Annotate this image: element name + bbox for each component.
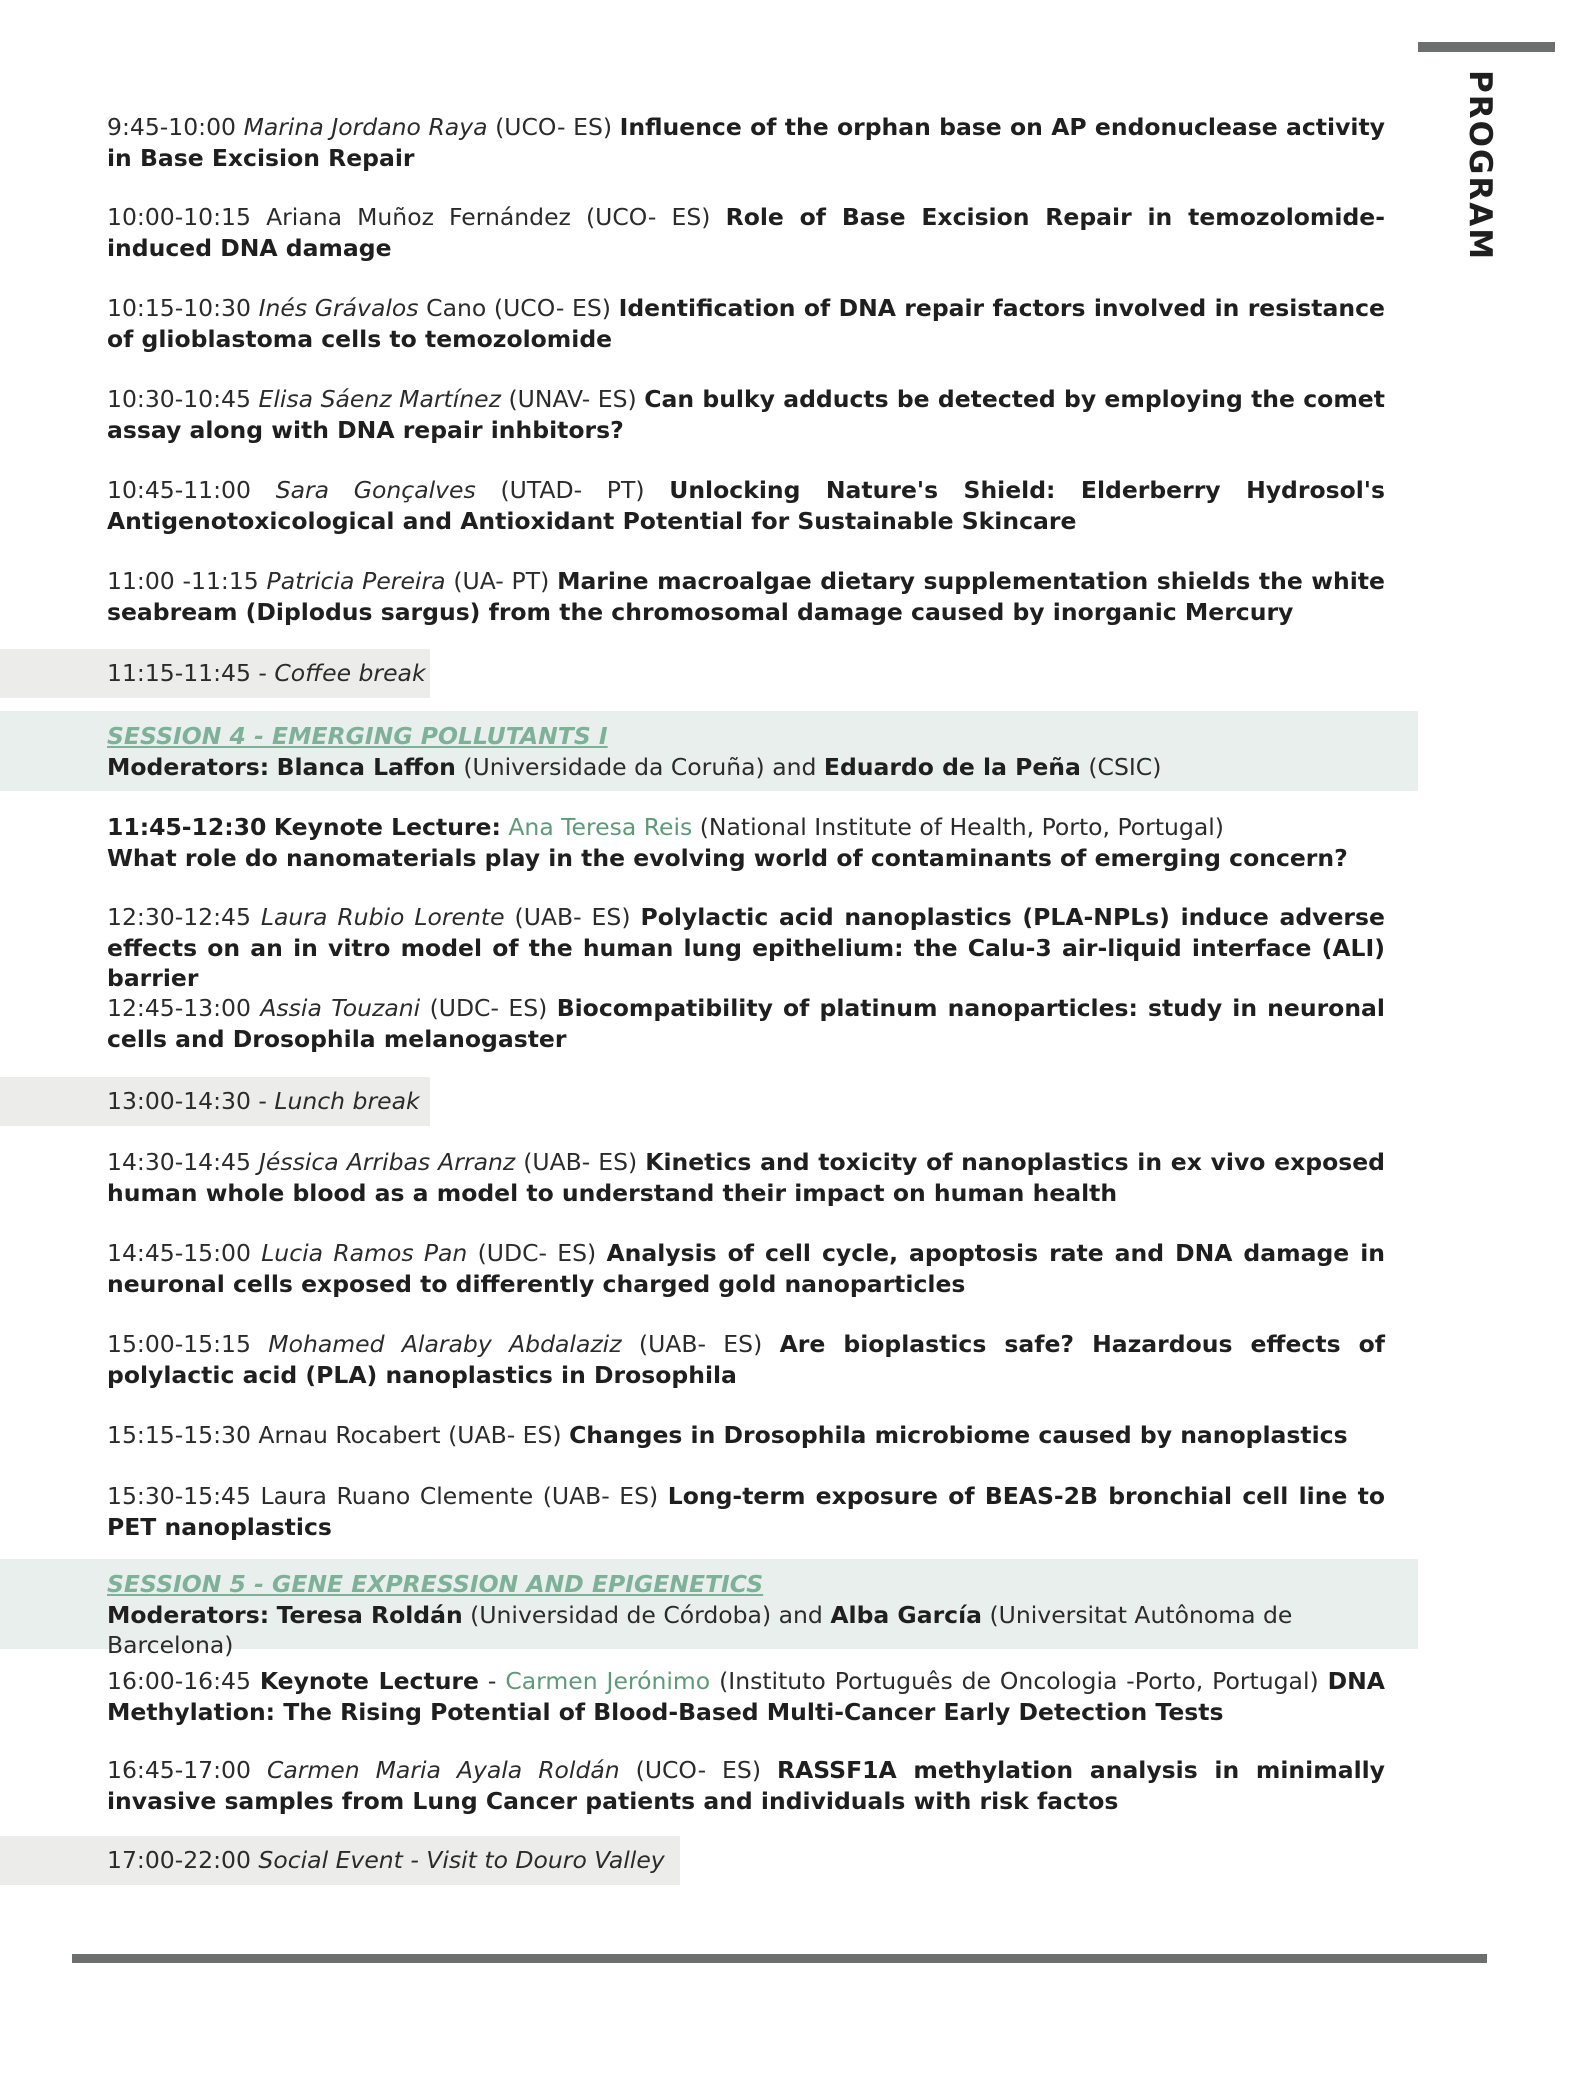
- session-moderators: [107, 1600, 1418, 1661]
- keynote-title: DNA Methylation: The Rising Potential of Blood-Based Multi-Cancer Early Detection Tests: [107, 1667, 1385, 1726]
- entry-speaker-surname: Cano: [426, 294, 487, 322]
- break-label: Coffee break: [274, 659, 426, 687]
- keynote-speaker: Carmen Jerónimo: [505, 1667, 711, 1695]
- keynote-label: Keynote Lecture: [259, 1667, 479, 1695]
- top-decorative-rule: [1418, 42, 1555, 52]
- keynote-time: 11:45-12:30: [107, 813, 267, 841]
- keynote-title: What role do nanomaterials play in the evolving world of contaminants of emerging concern?: [107, 843, 1348, 872]
- entry-time: 14:45-15:00: [107, 1239, 251, 1267]
- session-5-header: [0, 1559, 1418, 1659]
- entry-affiliation: (UCO- ES): [493, 294, 611, 322]
- entry-speaker: Lucia Ramos Pan: [261, 1239, 468, 1267]
- entry-affiliation: (UAB- ES): [448, 1421, 562, 1449]
- keynote-affiliation: (National Institute of Health, Porto, Portugal): [699, 813, 1224, 841]
- moderator-affiliation: (CSIC): [1088, 752, 1162, 781]
- entry-title: Are bioplastics safe? Hazardous effects of polylactic acid (PLA) nanoplastics in Drosophila: [107, 1330, 1385, 1389]
- entry-title: Marine macroalgae dietary supplementation shields the white seabream (Diplodus sargus) from the chromosomal damage caused by inorganic Mercury: [107, 567, 1385, 626]
- moderator-affiliation: (Universitat Autônoma de Barcelona): [107, 1600, 1293, 1659]
- break-time: 17:00-22:00: [107, 1846, 251, 1874]
- moderator-name: Teresa Roldán: [276, 1600, 463, 1629]
- moderator-affiliation: (Universidade da Coruña): [463, 752, 765, 781]
- keynote-affiliation: (Instituto Português de Oncologia -Porto, Portugal): [719, 1667, 1319, 1695]
- entry-speaker: Jéssica Arribas Arranz: [258, 1148, 516, 1176]
- keynote-entry: [107, 1666, 1385, 1727]
- entry-title: Unlocking Nature's Shield: Elderberry Hydrosol's Antigenotoxicological and Antioxidant Potential for Sustainable Skincare: [107, 476, 1385, 535]
- entry-affiliation: (UA- PT): [453, 567, 550, 595]
- entry-affiliation: (UCO- ES): [586, 203, 711, 231]
- moderator-name: Eduardo de la Peña: [823, 752, 1081, 781]
- entry-affiliation: (UAB- ES): [523, 1148, 638, 1176]
- program-entry: [107, 475, 1385, 536]
- entry-speaker: Sara Gonçalves: [275, 476, 476, 504]
- moderator-name: Alba García: [830, 1600, 983, 1629]
- keynote-speaker: Ana Teresa Reis: [508, 813, 693, 841]
- break-time: 13:00-14:30 -: [107, 1087, 267, 1115]
- program-entry: [107, 384, 1385, 445]
- entry-speaker: Assia Touzani: [260, 994, 421, 1022]
- keynote-entry: [107, 812, 1385, 873]
- entry-speaker: Marina Jordano Raya: [243, 113, 488, 141]
- entry-speaker: Laura Ruano Clemente: [260, 1482, 534, 1510]
- moderators-label: Moderators:: [107, 752, 270, 781]
- entry-speaker: Mohamed Alaraby Abdalaziz: [268, 1330, 622, 1358]
- keynote-time: 16:00-16:45: [107, 1667, 251, 1695]
- entry-affiliation: (UTAD- PT): [500, 476, 645, 504]
- entry-title: RASSF1A methylation analysis in minimally invasive samples from Lung Cancer patients and individuals with risk factos: [107, 1756, 1385, 1815]
- program-entry: [107, 202, 1385, 263]
- entry-affiliation: (UNAV- ES): [508, 385, 637, 413]
- program-entry: [107, 1755, 1385, 1816]
- moderator-affiliation: (Universidad de Córdoba): [470, 1600, 772, 1629]
- entry-time: 16:45-17:00: [107, 1756, 251, 1784]
- program-entry: [107, 1420, 1385, 1451]
- program-entry: [107, 1481, 1385, 1542]
- entry-title: Influence of the orphan base on AP endonuclease activity in Base Excision Repair: [107, 113, 1386, 172]
- program-entry: [107, 566, 1385, 627]
- keynote-label: Keynote Lecture:: [273, 813, 501, 841]
- break-time: 11:15-11:45 -: [107, 659, 267, 687]
- entry-speaker: Patricia Pereira: [266, 567, 446, 595]
- bottom-decorative-rule: [72, 1954, 1487, 1963]
- session-title: SESSION 5 - GENE EXPRESSION AND EPIGENETICS: [107, 1570, 764, 1598]
- entry-title: Changes in Drosophila microbiome caused by nanoplastics: [569, 1421, 1348, 1449]
- entry-time: 15:00-15:15: [107, 1330, 251, 1358]
- entry-affiliation: (UAB- ES): [542, 1482, 659, 1510]
- program-entry: [107, 293, 1385, 354]
- session-moderators: [107, 752, 1418, 783]
- entry-time: 9:45-10:00: [107, 113, 236, 141]
- entry-time: 15:30-15:45: [107, 1482, 251, 1510]
- entry-affiliation: (UCO- ES): [495, 113, 613, 141]
- entry-time: 14:30-14:45: [107, 1148, 251, 1176]
- entry-title: Polylactic acid nanoplastics (PLA-NPLs) induce adverse effects on an in vitro model of the human lung epithelium: the Calu-3 air-liquid interface (ALI) barrier: [107, 903, 1385, 992]
- entry-title: Analysis of cell cycle, apoptosis rate and DNA damage in neuronal cells exposed to differently charged gold nanoparticles: [107, 1239, 1385, 1298]
- entry-affiliation: (UDC- ES): [477, 1239, 597, 1267]
- entry-affiliation: (UAB- ES): [638, 1330, 763, 1358]
- session-4-header: [0, 711, 1418, 791]
- entry-title: Long-term exposure of BEAS-2B bronchial cell line to PET nanoplastics: [107, 1482, 1385, 1541]
- program-entry: [107, 1238, 1385, 1299]
- entry-title: Identification of DNA repair factors involved in resistance of glioblastoma cells to temozolomide: [107, 294, 1385, 353]
- entry-time: 10:15-10:30: [107, 294, 251, 322]
- program-entry: [107, 1329, 1385, 1390]
- entry-time: 12:30-12:45: [107, 903, 251, 931]
- entry-speaker: Elisa Sáenz Martínez: [258, 385, 501, 413]
- moderators-label: Moderators:: [107, 1600, 270, 1629]
- entry-time: 10:00-10:15: [107, 203, 251, 231]
- entry-time: 11:00 -11:15: [107, 567, 259, 595]
- coffee-break-banner: [0, 649, 430, 698]
- entry-title: Kinetics and toxicity of nanoplastics in ex vivo exposed human whole blood as a model to understand their impact on human health: [107, 1148, 1385, 1207]
- entry-time: 15:15-15:30: [107, 1421, 251, 1449]
- entry-time: 12:45-13:00: [107, 994, 251, 1022]
- program-entry: [107, 112, 1385, 173]
- entry-speaker: Inés Grávalos: [258, 294, 419, 322]
- program-entry: [107, 902, 1385, 994]
- entry-title: Biocompatibility of platinum nanoparticles: study in neuronal cells and Drosophila melanogaster: [107, 994, 1385, 1053]
- keynote-separator: -: [487, 1667, 497, 1695]
- session-title: SESSION 4 - EMERGING POLLUTANTS I: [107, 722, 608, 750]
- break-label: Social Event - Visit to Douro Valley: [258, 1846, 665, 1874]
- moderators-conjunction: and: [778, 1600, 823, 1629]
- entry-speaker: Arnau Rocabert: [258, 1421, 441, 1449]
- program-entry: [107, 993, 1385, 1054]
- entry-time: 10:30-10:45: [107, 385, 251, 413]
- break-label: Lunch break: [274, 1087, 420, 1115]
- program-entry: [107, 1147, 1385, 1208]
- moderator-name: Blanca Laffon: [276, 752, 456, 781]
- entry-speaker: Laura Rubio Lorente: [260, 903, 505, 931]
- entry-speaker: Carmen Maria Ayala Roldán: [266, 1756, 620, 1784]
- lunch-break-banner: [0, 1077, 430, 1126]
- social-event-banner: [0, 1836, 680, 1885]
- entry-time: 10:45-11:00: [107, 476, 251, 504]
- entry-title: Can bulky adducts be detected by employing the comet assay along with DNA repair inhbitors?: [107, 385, 1385, 444]
- entry-affiliation: (UCO- ES): [635, 1756, 761, 1784]
- entry-title: Role of Base Excision Repair in temozolomide-induced DNA damage: [107, 203, 1385, 262]
- entry-speaker: Ariana Muñoz Fernández: [266, 203, 571, 231]
- moderators-conjunction: and: [772, 752, 817, 781]
- entry-affiliation: (UAB- ES): [514, 903, 631, 931]
- entry-affiliation: (UDC- ES): [429, 994, 548, 1022]
- program-side-title: PROGRAM: [1462, 70, 1498, 262]
